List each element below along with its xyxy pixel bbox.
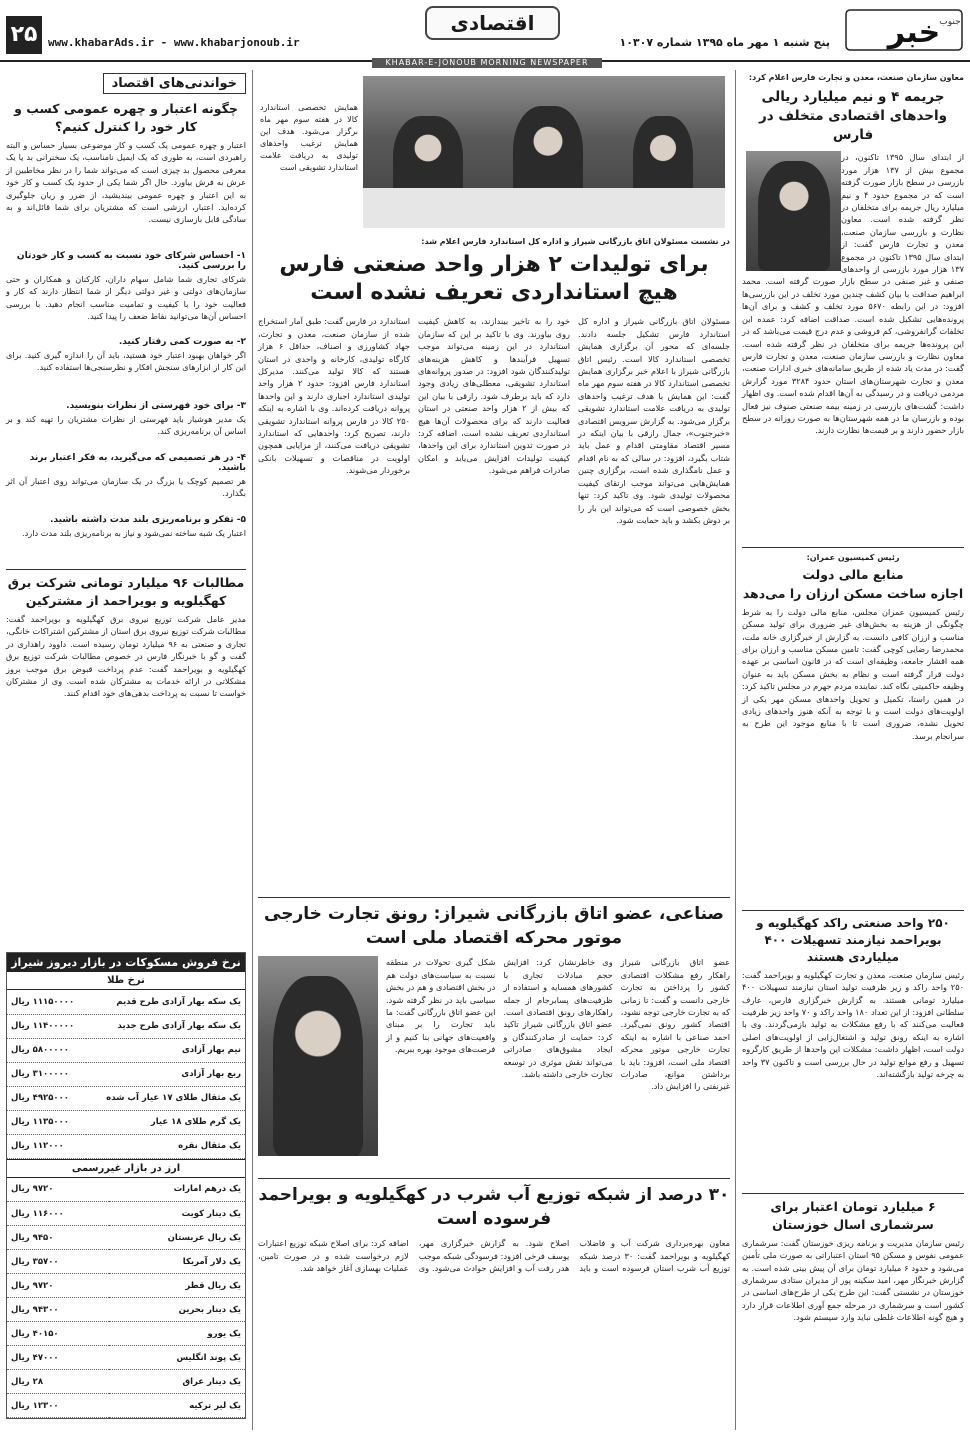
kicker: در نشست مسئولان اتاق بازرگانی شیراز و اداره کل استاندارد فارس اعلام شد: <box>421 237 730 246</box>
article-headline[interactable]: ۳۰ درصد از شبکه توزیع آب شرب در کهگیلویه و بویراحمد فرسوده است <box>258 1185 730 1230</box>
price-value: ۱۱۶۰۰۰ ریال <box>7 1202 109 1226</box>
price-label: یک ریال قطر <box>109 1274 245 1298</box>
table-row <box>7 990 245 1014</box>
article-body: رئیس سازمان مدیریت و برنامه ریزی خوزستان گفت: سرشماری عمومی نفوس و مسکن ۹۵ استان اعتباراتی به صورت ملی تأمین می‌شود و حدود ۶ میلیارد تومان برای آن پیش بینی شده است. به گزارش خبرنگار مهر، امید سکینه پور از مدیران ستادی سرشماری خوزستان در نشستی گفت: این طرح یکی از طرح‌های اساسی در کشور است و سرشماری در مرحله جمع آوری اطلاعات قرار دارد و هیچ گونه اطلاعات غلطی نباید وارد سیستم شود. <box>742 1237 965 1323</box>
price-label: یک دینار کویت <box>109 1202 245 1226</box>
price-value: ۹۷۲۰ ریال <box>7 1274 109 1298</box>
article-body-col: شکل گیری تحولات در منطقه نسبت به سیاست‌های دولت هم در بخش اقتصادی و هم در بخش سیاسی باید در نظر گرفته شود. این عضو اتاق بازرگانی گفت: ما باید تجارت را بر مبنای واقعیت‌های جهانی بنا کنیم و از فرصت‌های موجود بهره ببریم. <box>386 957 496 1055</box>
tip-heading: ۲- به صورت کمی رفتار کنید. <box>118 337 246 347</box>
photo-caption: همایش تخصصی استاندارد کالا در هفته سوم مهر ماه برگزار می‌شود. هدف این همایش ترغیب واحدهای تولیدی به دریافت علامت استاندارد تشویقی است <box>260 103 358 172</box>
tip-heading: ۴- در هر تصمیمی که می‌گیرید، به فکر اعتبار برند باشید. <box>29 453 246 473</box>
tip-body: اگر خواهان بهبود اعتبار خود هستید، باید آن را اندازه گیری کنید. برای این کار از ابزارهای سنجش افکار و نظرسنجی‌ها استفاده کنید. <box>6 350 246 373</box>
article-body-col: خود را به تاخیر بیندازند، به کاهش کیفیت روی بیاورند. وی با تاکید بر این که سازمان استاندارد در این زمینه می‌تواند موجب تسهیل فرآیندها و کاهش هزینه‌های تولیدکنندگان شود افزود: در صدور پروانه‌های استاندارد تشویقی، معطلی‌های زیادی وجود دارد که باید برطرف شود. رازقی با بیان این که بیش از ۲ هزار واحد صنعتی در استان فعالیت دارند که برای محصولات آن‌ها هیچ استانداردی تعریف نشده است، اضافه کرد: در صورت تدوین استاندارد برای این واحدها، کیفیت تولیدات افزایش می‌یابد و امکان صادرات فراهم می‌شود. <box>418 316 571 476</box>
article-body: رئیس کمیسیون عمران مجلس، منابع مالی دولت را به شرط چگونگی از هزینه به بخش‌های غیر ضروری برای تولید مسکن مناسب و ارزان کافی دانست. به گزارش از خبرگزاری خانه ملت، محمدرضا رضایی کوچی گفت: تامین مسکن مناسب و ارزان برای همه اقشار جامعه، وظیفه‌ای است که در قانون اساسی بر عهده دولت قرار گرفته است و نظام به بخش مسکن باید به عنوان وظیفه حاکمیتی نگاه کند. نماینده مردم جهرم در مجلس تاکید کرد: در همین راستا، تکمیل و تحویل واحدهای مسکن مهر یکی از اولویت‌های دولت است و با توجه به آنکه هنوز واحدهای زیادی تحویل نشده، ضروری است تا با منابع موجود این طرح به سرانجام برسد. <box>742 606 964 741</box>
price-label: یک درهم امارات <box>109 1178 245 1202</box>
table-row <box>7 1086 245 1110</box>
price-value: ۹۴۵۰ ریال <box>7 1226 109 1250</box>
table-row <box>7 1394 245 1418</box>
tip-body: هر تصمیم کوچک یا بزرگ در یک سازمان می‌تواند روی اعتبار آن اثر بگذارد. <box>6 476 246 499</box>
price-label: یک ریال عربستان <box>109 1226 245 1250</box>
price-value: ۴۹۲۵۰۰۰ ریال <box>7 1086 86 1110</box>
price-value: ۴۷۰۰۰ ریال <box>7 1346 109 1370</box>
tip-body: شرکای تجاری شما شامل سهام داران، کارکنان و همکاران و حتی سازمان‌های دولتی و غیر دولتی دیگر از شما انتظار دارند که کار و فعالیت خود را با کیفیت و تمامیت مناسب انجام دهید. با بررسی احساس آن‌ها می‌توانید نقاط ضعف را پیدا کنید. <box>6 274 246 322</box>
divider <box>258 1178 730 1179</box>
website-links[interactable]: www.khabarAds.ir - www.khabarjonoub.ir <box>48 36 300 49</box>
article-headline[interactable]: چگونه اعتبار و چهره عمومی کسب و کار خود را کنترل کنیم؟ <box>14 101 238 134</box>
table-row <box>7 1014 245 1038</box>
price-label: یک سکه بهار آزادی طرح قدیم <box>86 990 245 1014</box>
price-label: یک مثقال نقره <box>86 1134 245 1158</box>
divider <box>6 569 246 570</box>
article-headline[interactable]: منابع مالی دولت <box>802 566 904 582</box>
masthead <box>0 0 970 62</box>
article-body-col: مسئولان اتاق بازرگانی شیراز و اداره کل استاندارد فارس تشکیل جلسه دادند. جلسه‌ای که محور آن برگزاری همایش تخصصی استاندارد کالا است. رئیس اتاق بازرگانی شیراز با اعلام خبر برگزاری همایش تخصصی استاندارد کالا در هفته سوم مهر ماه گفت: این همایش با هدف ترغیب واحدهای تولیدی به دریافت علامت استاندارد تشویقی برگزار می‌شود. به گزارش سرویس اقتصادی «خبرجنوب»، جمال رازقی با بیان اینکه در مسیر اقتصاد مقاومتی اقدام و عمل باید شتاب بگیرد، افزود: در سالی که به نام اقدام و عمل نامگذاری شده است، برگزاری چنین همایش‌هایی می‌تواند موجب ارتقای کیفیت محصولات تولیدی شود. وی تاکید کرد: تنها بخش خصوصی است که می‌تواند این بار را بر دوش بکشد و باید حمایت شود. <box>578 316 730 525</box>
price-table-title: نرخ فروش مسکوکات در بازار دیروز شیراز <box>7 953 245 972</box>
fx-subtitle: ارز در بازار غیررسمی <box>7 1159 245 1178</box>
table-row <box>7 1178 245 1202</box>
newspaper-logo[interactable] <box>844 4 964 54</box>
price-label: یک دینار بحرین <box>109 1298 245 1322</box>
price-label: ربع بهار آزادی <box>86 1062 245 1086</box>
table-row <box>7 1226 245 1250</box>
article-headline[interactable]: ۲۵۰ واحد صنعتی راکد کهگیلویه و بویراحمد نیازمند تسهیلات ۴۰۰ میلیاردی هستند <box>756 915 950 964</box>
logo-mark-icon <box>844 4 964 54</box>
main-headline[interactable]: برای تولیدات ۲ هزار واحد صنعتی فارس هیچ استانداردی تعریف نشده است <box>279 252 709 306</box>
divider <box>742 910 964 911</box>
tip-heading: ۳- برای خود فهرستی از نظرات بنویسید. <box>66 401 246 411</box>
price-value: ۱۱۲۰۰۰ ریال <box>7 1134 86 1158</box>
table-row <box>7 1110 245 1134</box>
tip-body: اعتبار یک شبه ساخته نمی‌شود و نیاز به برنامه‌ریزی بلند مدت دارد. <box>22 528 246 538</box>
gold-price-table <box>7 990 245 1159</box>
price-value: ۹۴۳۰۰ ریال <box>7 1298 109 1322</box>
tip-heading: ۵- تفکر و برنامه‌ریزی بلند مدت داشته باشید. <box>50 515 246 525</box>
table-row <box>7 1274 245 1298</box>
article-body: رئیس سازمان صنعت، معدن و تجارت کهگیلویه و بویراحمد گفت: ۲۵۰ واحد راکد و زیر ظرفیت تولید استان نیازمند تسهیلات ۴۰۰ میلیارد تومانی هستند. به گزارش خبرگزاری فارس، عارف سلطانی افزود: از این تعداد ۱۸۰ واحد راکد و ۷۰ واحد زیر ظرفیت فعالیت می‌کنند که با رفع مشکلات به تولید بازمی‌گردند. وی با اشاره به اینکه رونق تولید و اشتغال‌زایی از اولویت‌های اصلی دولت است، اظهار داشت: مشکلات این واحدها از طریق کارگروه تسهیل و رفع موانع تولید در حال بررسی است و تاکنون ۳۷ واحد به چرخه تولید بازگشته‌اند. <box>742 969 964 1080</box>
price-label: یک گرم طلای ۱۸ عیار <box>86 1110 245 1134</box>
person-figure <box>758 161 830 271</box>
tip-body: یک مدیر هوشیار باید فهرستی از نظرات مشتریان را تهیه کند و بر اساس آن برنامه‌ریزی کند. <box>6 414 246 437</box>
portrait-photo <box>258 956 378 1156</box>
issue-date: پنج شنبه ۱ مهر ماه ۱۳۹۵ شماره ۱۰۳۰۷ <box>619 36 830 49</box>
left-column <box>6 72 246 1430</box>
price-table-box <box>6 952 246 1419</box>
table-row <box>7 1322 245 1346</box>
table-row <box>7 1370 245 1394</box>
price-label: یک دلار آمریکا <box>109 1250 245 1274</box>
article-body-col: عضو اتاق بازرگانی شیراز راهکار رفع مشکلات اقتصادی کشور را پرداختن به تجارت خارجی دانست و گفت: تا زمانی که به تجارت خارجی توجه نشود، اقتصاد کشور رونق نمی‌گیرد. احمد صناعی با اشاره به اینکه تجارت خارجی موتور محرکه اقتصاد ملی است، افزود: باید با برداشتن موانع، صادرات غیرنفتی را افزایش داد. <box>620 957 730 1092</box>
meeting-table <box>363 188 725 228</box>
fx-price-table <box>7 1178 245 1419</box>
article-headline[interactable]: مطالبات ۹۶ میلیارد تومانی شرکت برق کهگیلویه و بویراحمد از مشترکین <box>7 575 245 608</box>
masthead-strip: KHABAR-E-JONOUB MORNING NEWSPAPER <box>372 58 602 68</box>
article-body: اعتبار و چهره عمومی یک کسب و کار موضوعی بسیار حساس و البته راهبردی است، به طوری که یک ایمیل نامناسب، یک سخنرانی بد یا یک معرفی محصول بد چیزی است که می‌تواند شما را در نظر مخاطبین از عرش به فرش بیاورد. حال اگر شما یکی از حدود یک کسب و کار خود به این اعتبار و چهره عمومی بیندیشید، از ضرر و زیان جلوگیری کرده‌اید. اعتبار، ارزشی است که مشتریان برای شما قائل‌اند و به سادگی قابل بازسازی نیست. <box>6 140 246 225</box>
article-headline[interactable]: صناعی، عضو اتاق بازرگانی شیراز: رونق تجارت خارجی موتور محرکه اقتصاد ملی است <box>264 904 724 949</box>
price-value: ۵۸۰۰۰۰۰ ریال <box>7 1038 86 1062</box>
article-body-col: استاندارد در فارس گفت: طبق آمار استخراج شده از سازمان صنعت، معدن و تجارت، جهاد کشاورزی و اصناف، حداقل ۶ هزار کارگاه تولیدی، کارخانه و واحدی در استان هستند که کالا تولید می‌کنند. مدیرکل استاندارد فارس افزود: حدود ۲ هزار واحد تولیدی استاندارد اجباری دارند و این واحدها پروانه دریافت کرده‌اند. وی با اشاره به اینکه ۲۵۰ کالا در فارس پروانه استاندارد تشویقی دارند، تصریح کرد: واحدهایی که استاندارد تشویقی دریافت می‌کنند، از مزایایی همچون اولویت در مناقصات و تسهیلات بانکی برخوردار می‌شوند. <box>258 316 411 476</box>
right-column <box>742 72 964 1430</box>
price-label: یک دینار عراق <box>109 1370 245 1394</box>
article-headline[interactable]: اجازه ساخت مسکن ارزان را می‌دهد <box>742 585 964 601</box>
gold-subtitle: نرخ طلا <box>7 972 245 990</box>
person-figure <box>273 976 363 1156</box>
kicker: معاون سازمان صنعت، معدن و تجارت فارس اعلام کرد: <box>748 73 964 82</box>
article-body: از ابتدای سال ۱۳۹۵ تاکنون، در مجموع بیش از ۱۳۷ هزار مورد بازرسی در سطح بازار صورت گرفته است که در مجموع حدود ۴ و نیم میلیارد ریال جریمه برای متخلفان در نظر گرفته شده است. معاون نظارت و بازرسی سازمان صنعت، معدن و تجارت فارس گفت: از ابتدای سال ۱۳۹۵ تاکنون در مجموع ۱۳۷ هزار مورد بازرسی از واحدهای صنفی و غیر صنفی در سطح بازار صورت گرفته است. محمد ابراهیم صداقت با بیان کشف چندین مورد تخلف در این بازرسی‌ها افزود: در این رابطه ۵۶۷۰ مورد تخلف و کشف و برای آن‌ها پرونده‌هایی تشکیل شده است. صداقت اضافه کرد: عمده این تخلفات گرانفروشی، کم فروشی و عدم درج قیمت می‌باشد که در این پرونده‌ها جریمه برای متخلفان در نظر گرفته شده است. معاون نظارت و بازرسی سازمان صنعت، معدن و تجارت فارس گفت: در مدت یاد شده از طریق سامانه‌های خبری ادارات صنعت، معدن و تجارت شهرستان‌های استان حدود ۳۲۸۴ مورد گزارش مردمی دریافت و در رسیدگی به آن‌ها اقدام شده است. وی اظهار داشت: گشت‌های بازرسی در زمینه بیمه صنعتی صنوف نیز فعال بوده و بازرسان ما در همه شهرستان‌ها به صورت روزانه در سطح بازار حضور دارند و بر قیمت‌ها نظارت دارند. <box>742 152 965 436</box>
price-label: یک مثقال طلای ۱۷ عیار آب شده <box>86 1086 245 1110</box>
table-row <box>7 1062 245 1086</box>
section-title: خواندنی‌های اقتصاد <box>103 73 246 94</box>
meeting-photo <box>363 76 725 228</box>
table-row <box>7 1134 245 1158</box>
price-label: یک پوند انگلیس <box>109 1346 245 1370</box>
price-label: یک یورو <box>109 1322 245 1346</box>
table-row <box>7 1298 245 1322</box>
article-body: مدیر عامل شرکت توزیع نیروی برق کهگیلویه و بویراحمد گفت: مطالبات شرکت توزیع نیروی برق استان از مشترکین اشتراکات خانگی، تجاری و صنعتی به ۹۶ میلیارد تومان رسیده است. داوود راهداری در گفت و گو با خبرنگار فارس در خصوص مطالبات شرکت توزیع برق کهگیلویه و بویراحمد گفت: عدم پرداخت قبوض برق موجب بروز مشکلاتی در ارائه خدمات به مشترکان شده است. وی از مشترکان خواست تا نسبت به پرداخت بدهی‌های خود اقدام کنند. <box>6 614 246 699</box>
column-divider <box>252 70 253 1430</box>
tip-heading: ۱- احساس شرکای خود نسبت به کسب و کار خودتان را بررسی کنید. <box>16 251 246 271</box>
table-row <box>7 1202 245 1226</box>
divider <box>742 547 964 548</box>
price-label: نیم بهار آزادی <box>86 1038 245 1062</box>
kicker: رئیس کمیسیون عمران: <box>806 553 900 563</box>
price-value: ۱۱۳۵۰۰۰ ریال <box>7 1110 86 1134</box>
article-headline[interactable]: جریمه ۴ و نیم میلیارد ریالی واحدهای اقتصادی متخلف در فارس <box>759 89 947 144</box>
official-photo <box>746 151 841 271</box>
price-value: ۲۸ ریال <box>7 1370 109 1394</box>
price-value: ۱۱۱۵۰۰۰۰ ریال <box>7 990 86 1014</box>
table-row <box>7 1250 245 1274</box>
article-body-col: وی خاطرنشان کرد: افزایش حجم مبادلات تجاری با کشورهای همسایه و استفاده از ظرفیت‌های پسابرجام از جمله راهکارهای رونق اقتصادی است. عضو اتاق بازرگانی شیراز تاکید کرد: حمایت از صادرکنندگان و ایجاد مشوق‌های صادراتی می‌تواند نقش موثری در توسعه تجارت خارجی داشته باشد. <box>503 957 613 1080</box>
logo-text: خبر <box>887 15 941 50</box>
center-column <box>258 72 730 1430</box>
price-value: ۱۲۳۰۰ ریال <box>7 1394 109 1418</box>
price-value: ۳۵۷۰۰ ریال <box>7 1250 109 1274</box>
article-headline[interactable]: ۶ میلیارد تومان اعتبار برای سرشماری اسال خوزستان <box>770 1198 936 1232</box>
table-row <box>7 1346 245 1370</box>
logo-sub: جنوب <box>939 17 961 27</box>
divider <box>742 1193 964 1194</box>
article-body: معاون بهره‌برداری شرکت آب و فاضلاب کهگیلویه و بویراحمد گفت: ۳۰ درصد شبکه توزیع آب شرب استان فرسوده است و باید اصلاح شود. به گزارش خبرگزاری مهر، یوسف فرخی افزود: فرسودگی شبکه موجب هدر رفت آب و افزایش حوادث می‌شود. وی اضافه کرد: برای اصلاح شبکه توزیع اعتبارات لازم درخواست شده و در صورت تامین، عملیات بهسازی آغاز خواهد شد. <box>258 1238 731 1274</box>
price-value: ۹۷۲۰ ریال <box>7 1178 109 1202</box>
table-row <box>7 1038 245 1062</box>
price-value: ۴۰۱۵۰ ریال <box>7 1322 109 1346</box>
price-label: یک سکه بهار آزادی طرح جدید <box>86 1014 245 1038</box>
column-divider <box>735 70 736 1430</box>
section-tab[interactable]: اقتصادی <box>425 6 560 40</box>
price-value: ۳۱۰۰۰۰۰ ریال <box>7 1062 86 1086</box>
price-label: یک لیر ترکیه <box>109 1394 245 1418</box>
divider <box>258 897 730 898</box>
page-number: ۲۵ <box>6 16 42 54</box>
price-value: ۱۱۴۰۰۰۰۰ ریال <box>7 1014 86 1038</box>
